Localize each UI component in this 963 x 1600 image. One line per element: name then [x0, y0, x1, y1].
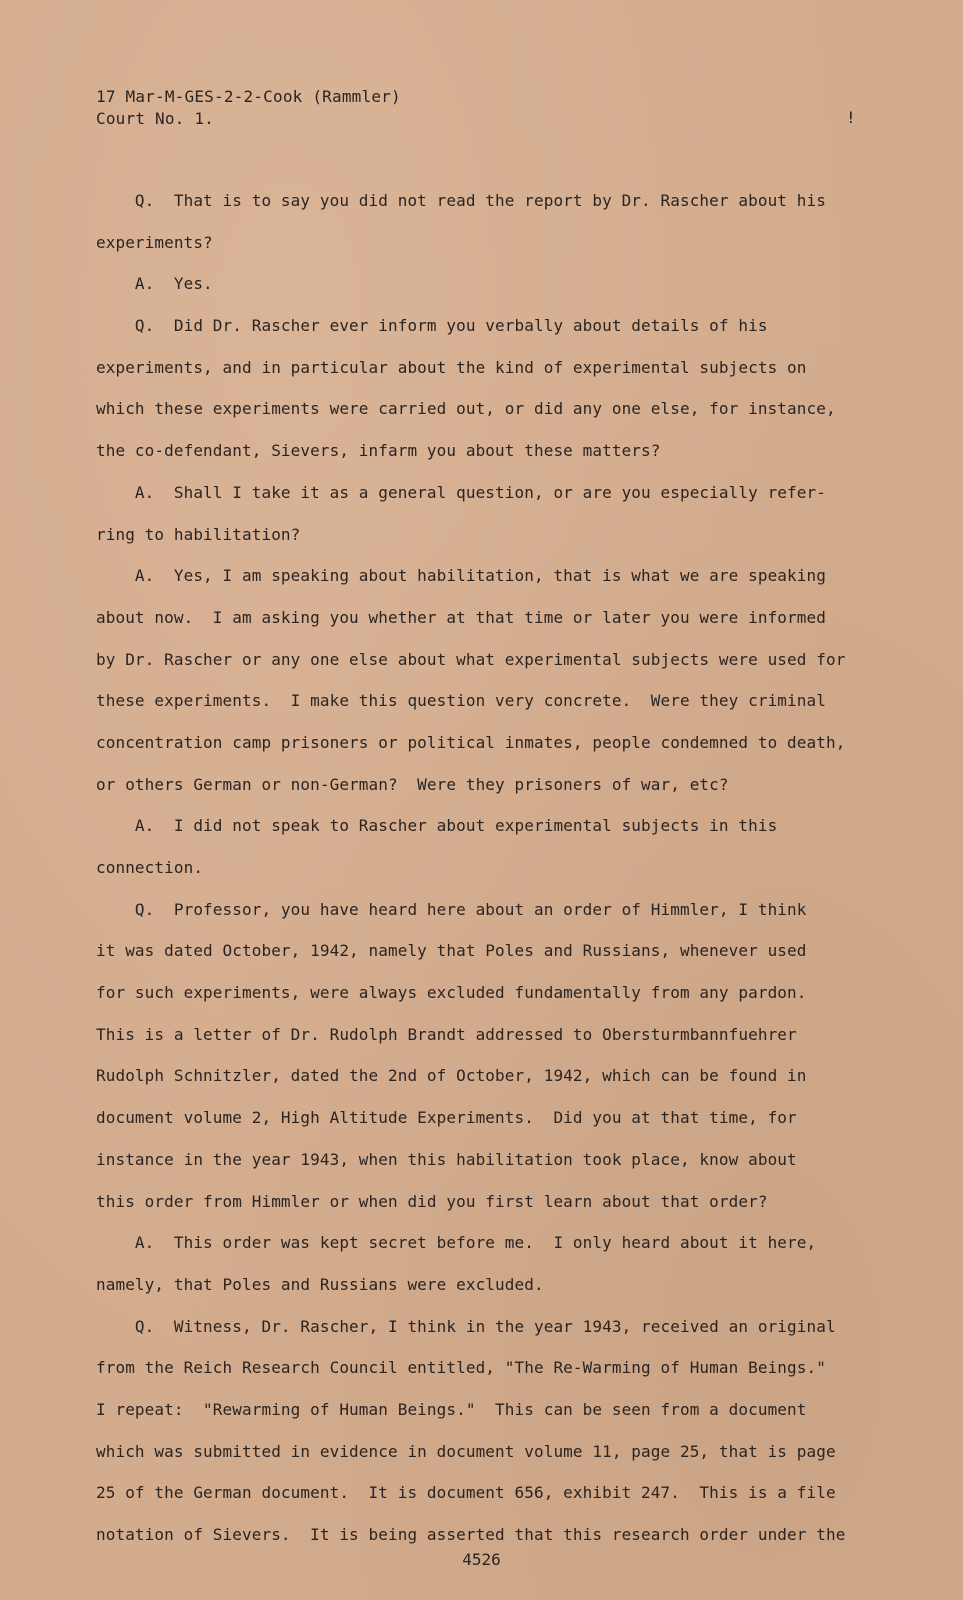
text-line: Q. Did Dr. Rascher ever inform you verbally about details of his	[96, 316, 768, 336]
text-line: which was submitted in evidence in document volume 11, page 25, that is page	[96, 1441, 836, 1461]
text-line: ring to habilitation?	[96, 524, 301, 544]
text-line: for such experiments, were always excluded fundamentally from any pardon.	[96, 983, 807, 1003]
text-line: A. Yes.	[96, 274, 213, 294]
page-number: 4526	[462, 1550, 501, 1569]
text-line: document volume 2, High Altitude Experiments. Did you at that time, for	[96, 1108, 797, 1128]
header-court: Court No. 1.	[96, 109, 214, 128]
header-reference: 17 Mar-M-GES-2-2-Cook (Rammler)	[96, 87, 401, 106]
text-line: by Dr. Rascher or any one else about what experimental subjects were used for	[96, 649, 846, 669]
text-line: A. Shall I take it as a general question, or are you especially refer-	[96, 482, 826, 502]
text-line: 25 of the German document. It is document 656, exhibit 247. This is a file	[96, 1483, 836, 1503]
text-line: the co-defendant, Sievers, infarm you about these matters?	[96, 441, 661, 461]
text-line: This is a letter of Dr. Rudolph Brandt addressed to Obersturmbannfuehrer	[96, 1024, 797, 1044]
text-line: connection.	[96, 858, 204, 877]
text-line: experiments?	[96, 232, 213, 252]
text-line: Rudolph Schnitzler, dated the 2nd of October, 1942, which can be found in	[96, 1066, 807, 1086]
text-line: which these experiments were carried out, or did any one else, for instance,	[96, 399, 836, 419]
text-line: experiments, and in particular about the kind of experimental subjects on	[96, 357, 807, 377]
text-line: A. This order was kept secret before me. I only heard about it here,	[96, 1233, 817, 1253]
margin-mark: !	[846, 108, 856, 127]
document-header	[96, 86, 401, 130]
text-line: Q. Professor, you have heard here about an order of Himmler, I think	[96, 899, 807, 919]
text-line: concentration camp prisoners or political inmates, people condemned to death,	[96, 732, 846, 752]
text-line: this order from Himmler or when did you first learn about that order?	[96, 1191, 768, 1211]
text-line: these experiments. I make this question very concrete. Were they criminal	[96, 691, 826, 711]
text-line: about now. I am asking you whether at that time or later you were informed	[96, 607, 826, 627]
text-line: A. I did not speak to Rascher about experimental subjects in this	[96, 816, 778, 836]
text-line: I repeat: "Rewarming of Human Beings." This can be seen from a document	[96, 1399, 807, 1419]
text-line: it was dated October, 1942, namely that Poles and Russians, whenever used	[96, 941, 807, 961]
transcript-body	[96, 180, 886, 1556]
text-line: Q. That is to say you did not read the report by Dr. Rascher about his	[96, 191, 826, 210]
text-line: Q. Witness, Dr. Rascher, I think in the year 1943, received an original	[96, 1316, 836, 1336]
text-line: namely, that Poles and Russians were excluded.	[96, 1274, 544, 1294]
text-line: from the Reich Research Council entitled, "The Re-Warming of Human Beings."	[96, 1358, 826, 1378]
text-line: notation of Sievers. It is being asserted that this research order under the	[96, 1525, 846, 1544]
text-line: A. Yes, I am speaking about habilitation, that is what we are speaking	[96, 566, 826, 586]
text-line: instance in the year 1943, when this habilitation took place, know about	[96, 1149, 797, 1169]
text-line: or others German or non-German? Were they prisoners of war, etc?	[96, 774, 729, 794]
